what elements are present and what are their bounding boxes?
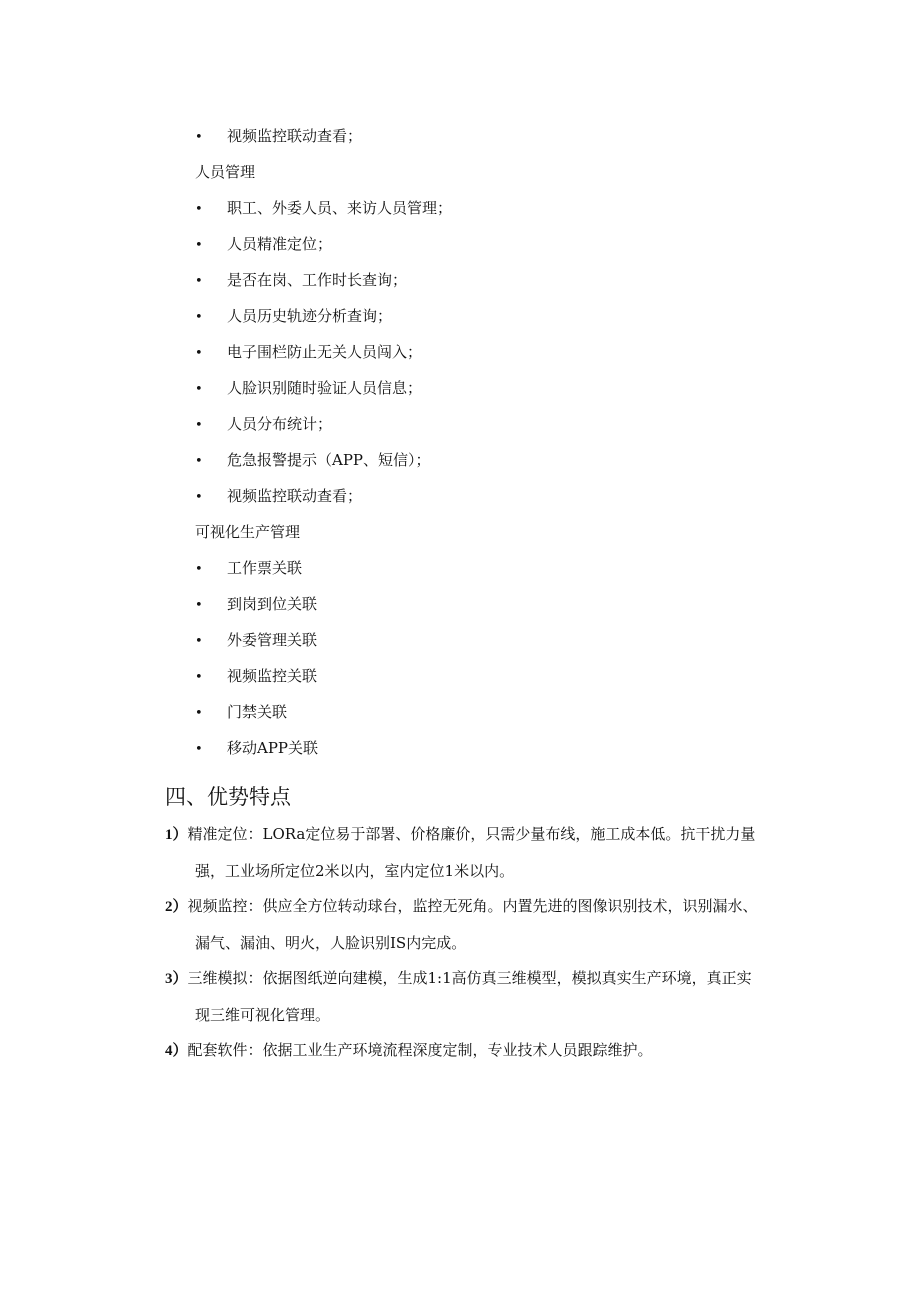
list-item-text: 门禁关联 [227,703,288,721]
production-heading: 可视化生产管理 [195,523,301,541]
advantage-item [165,824,780,881]
list-item-text: 人员历史轨迹分析查询； [227,307,393,325]
advantage-continuation: 漏气、漏油、明火，人脸识别IS内完成。 [195,934,467,952]
bullet-icon: • [195,706,203,721]
list-item [195,558,302,578]
list-item-text: 人脸识别随时验证人员信息； [227,379,423,397]
list-item-text: 危急报警提示（APP、短信）； [227,451,431,469]
bullet-icon: • [195,598,203,613]
advantage-number: 2） [165,899,188,915]
list-item [195,234,332,254]
list-item [195,738,318,758]
advantage-continuation: 现三维可视化管理。 [195,1006,331,1024]
bullet-icon: • [195,274,203,289]
list-item-text: 工作票关联 [227,559,303,577]
advantage-item [165,896,780,953]
advantage-continuation: 强，工业场所定位2米以内，室内定位1米以内。 [195,862,515,880]
list-item [195,630,317,650]
bullet-icon: • [195,418,203,433]
advantage-text: 三维模拟：依据图纸逆向建模，生成1:1高仿真三维模型，模拟真实生产环境，真正实 [187,969,752,987]
list-item-text: 人员分布统计； [227,415,333,433]
bullet-icon: • [195,346,203,361]
advantage-line [165,1040,780,1061]
advantage-line [165,824,780,845]
bullet-icon: • [195,382,203,397]
advantage-item [165,1040,780,1061]
list-item-text: 视频监控联动查看； [227,127,363,145]
advantage-number: 1） [165,827,188,843]
list-item-text: 职工、外委人员、来访人员管理； [227,199,453,217]
list-item [195,666,317,686]
advantage-line [165,896,780,917]
list-item-text: 人员精准定位； [227,235,333,253]
personnel-heading: 人员管理 [195,163,256,181]
advantage-number: 3） [165,971,188,987]
list-item [195,342,422,362]
list-item [195,486,362,506]
list-item [195,414,332,434]
bullet-icon: • [195,670,203,685]
bullet-icon: • [195,130,203,145]
list-item-text: 视频监控联动查看； [227,487,363,505]
list-item [195,594,317,614]
bullet-icon: • [195,490,203,505]
list-item [195,270,407,290]
advantage-text: 精准定位：LORa定位易于部署、价格廉价，只需少量布线，施工成本低。抗干扰力量 [187,825,756,843]
list-item-text: 到岗到位关联 [227,595,318,613]
list-item [195,378,422,398]
list-item [195,702,287,722]
list-item [195,126,362,146]
advantages-heading: 四、优势特点 [165,785,291,809]
bullet-icon: • [195,238,203,253]
advantage-item [165,968,780,1025]
advantage-number: 4） [165,1043,188,1059]
list-item-text: 是否在岗、工作时长查询； [227,271,408,289]
bullet-icon: • [195,562,203,577]
list-item-text: 电子围栏防止无关人员闯入； [227,343,423,361]
list-item-text: 移动APP关联 [227,739,319,757]
list-item-text: 视频监控关联 [227,667,318,685]
advantage-text: 视频监控：供应全方位转动球台，监控无死角。内置先进的图像识别技术，识别漏水、 [187,897,758,915]
bullet-icon: • [195,454,203,469]
list-item [195,198,452,218]
advantage-text: 配套软件：依据工业生产环境流程深度定制，专业技术人员跟踪维护。 [187,1041,653,1059]
bullet-icon: • [195,310,203,325]
bullet-icon: • [195,202,203,217]
list-item [195,306,392,326]
list-item-text: 外委管理关联 [227,631,318,649]
bullet-icon: • [195,634,203,649]
advantage-line [165,968,780,989]
bullet-icon: • [195,742,203,757]
list-item [195,450,431,470]
